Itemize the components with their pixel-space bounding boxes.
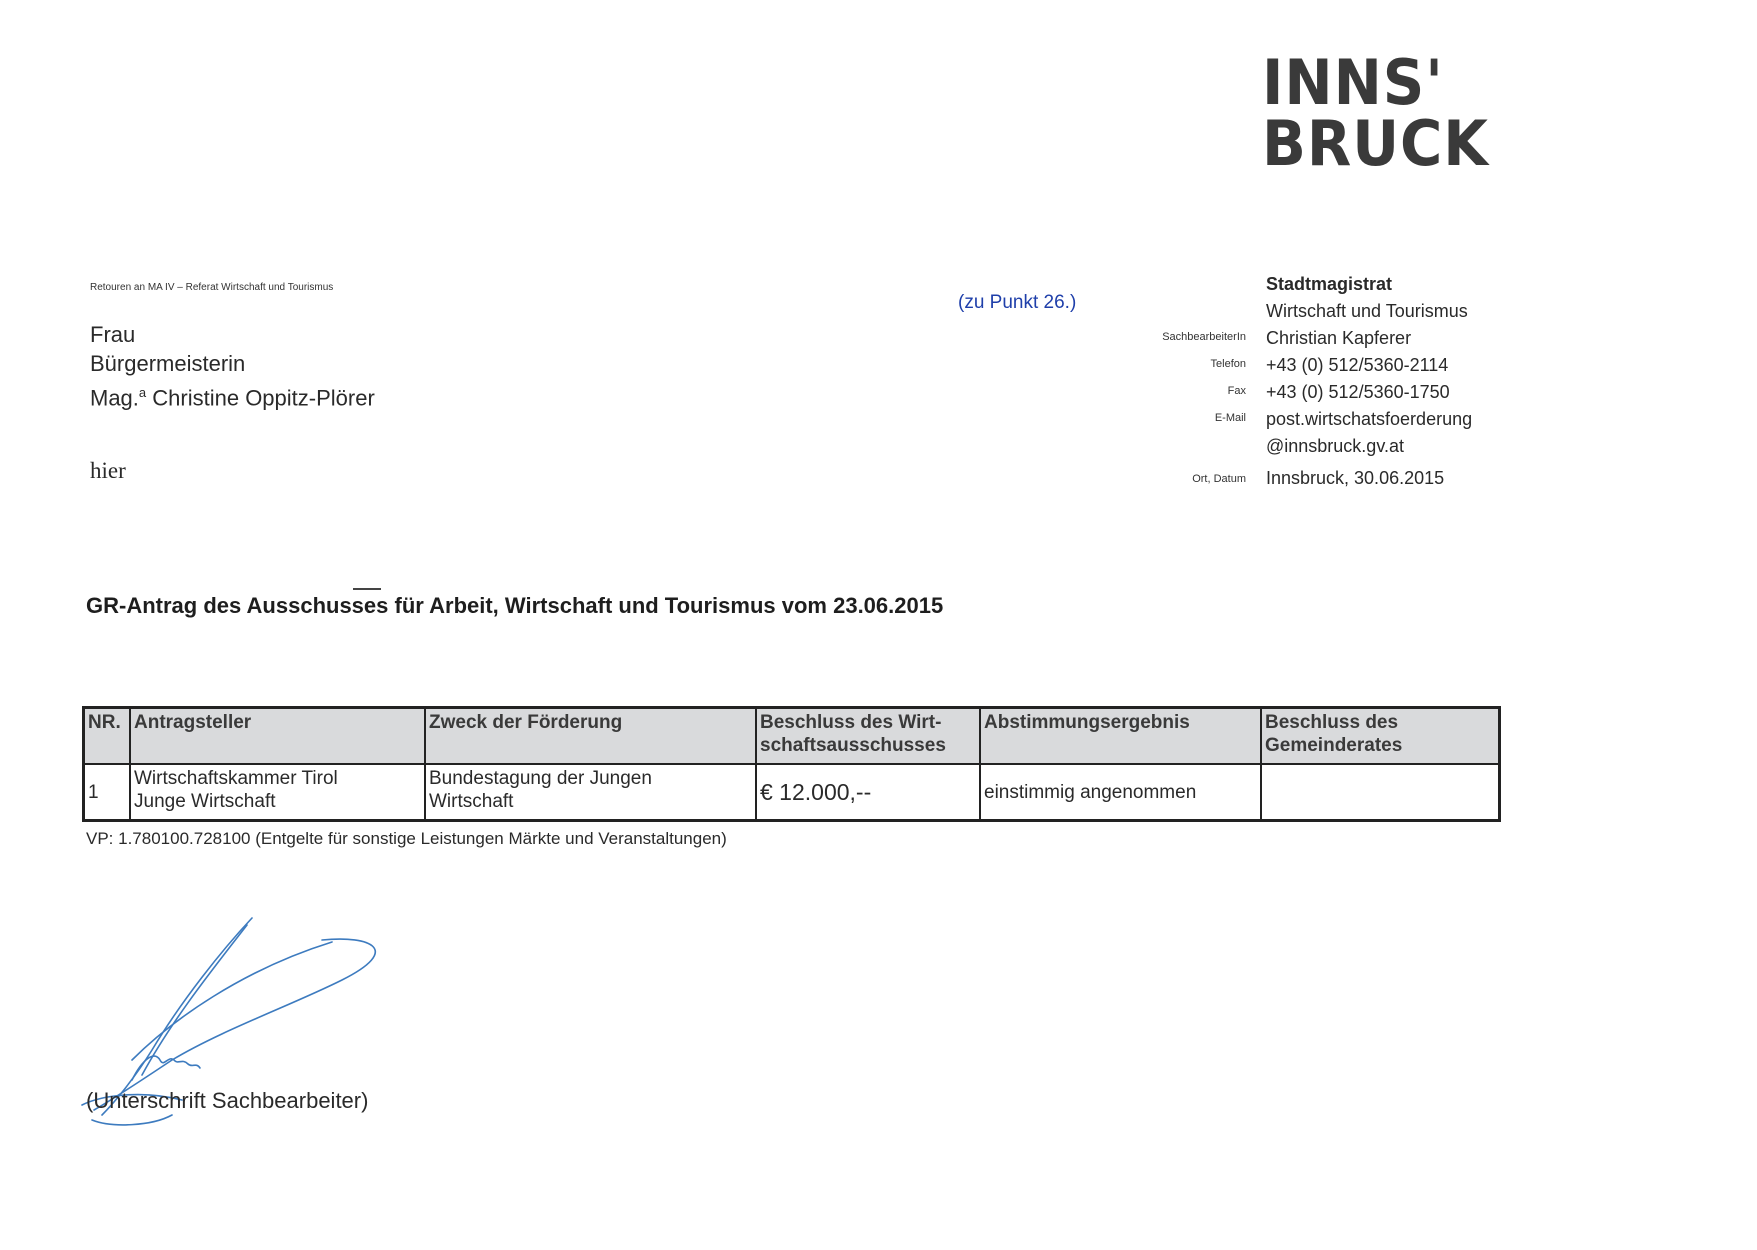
header-decision-council (1261, 708, 1500, 765)
budget-position-line: VP: 1.780100.728100 (Entgelte für sonstige Leistungen Märkte und Veranstaltungen) (86, 829, 727, 848)
header-decision-council-line-2: Gemeinderates (1265, 735, 1403, 756)
sender-office: Stadtmagistrat (1266, 274, 1393, 294)
cell-purpose-line-2: Wirtschaft (429, 791, 514, 812)
place-date-label: Ort, Datum (1192, 473, 1246, 485)
sender-email-line-2: @innsbruck.gv.at (1266, 436, 1404, 456)
header-purpose: Zweck der Förderung (425, 708, 756, 765)
fax-label: Fax (1227, 385, 1246, 397)
header-decision-committee (756, 708, 980, 765)
header-decision-committee-line-1: Beschluss des Wirt- (760, 712, 942, 733)
recipient-name-sup: a (138, 385, 147, 400)
signature-caption: (Unterschrift Sachbearbeiter) (86, 1088, 369, 1113)
recipient-location: hier (90, 458, 126, 483)
recipient-name-text: Christine Oppitz-Plörer (146, 385, 375, 411)
recipient-name-prefix: Mag. (90, 385, 139, 411)
agenda-point: (zu Punkt 26.) (958, 292, 1077, 313)
return-address: Retouren an MA IV – Referat Wirtschaft und Tourismus (90, 282, 334, 293)
sender-place-date: Innsbruck, 30.06.2015 (1266, 468, 1445, 488)
document-title: GR-Antrag des Ausschusses für Arbeit, Wirtschaft und Tourismus vom 23.06.2015 (86, 593, 944, 618)
recipient-name (90, 378, 375, 412)
phone-label: Telefon (1210, 358, 1246, 370)
cell-purpose (425, 764, 756, 821)
logo-line-1: INNS' (1262, 46, 1444, 119)
sender-phone: +43 (0) 512/5360-2114 (1266, 355, 1449, 375)
sender-email-line-1: post.wirtschatsfoerderung (1266, 409, 1473, 429)
table-row (84, 764, 1500, 821)
cell-applicant-line-2: Junge Wirtschaft (134, 791, 276, 812)
grant-table (82, 706, 1501, 822)
header-nr: NR. (84, 708, 131, 765)
cell-purpose-line-1: Bundestagung der Jungen (429, 768, 652, 789)
recipient-role: Bürgermeisterin (90, 351, 246, 376)
email-label: E-Mail (1214, 412, 1246, 424)
clerk-label: SachbearbeiterIn (1162, 331, 1246, 343)
cell-vote-result: einstimmig angenommen (980, 764, 1261, 821)
recipient-salutation: Frau (90, 322, 136, 347)
recipient-block (90, 320, 375, 412)
logo-line-2: BRUCK (1262, 107, 1489, 180)
cell-nr: 1 (84, 764, 131, 821)
table-header-row (84, 708, 1500, 765)
sender-fax: +43 (0) 512/5360-1750 (1266, 382, 1450, 402)
sender-clerk: Christian Kapferer (1266, 328, 1412, 348)
innsbruck-logo (1262, 46, 1489, 180)
header-vote-result: Abstimmungsergebnis (980, 708, 1261, 765)
cell-applicant (130, 764, 425, 821)
header-applicant: Antragsteller (130, 708, 425, 765)
sender-department: Wirtschaft und Tourismus (1266, 301, 1468, 321)
cell-decision-council (1261, 764, 1500, 821)
title-dash-mark (353, 588, 381, 590)
cell-applicant-line-1: Wirtschaftskammer Tirol (134, 768, 338, 789)
header-decision-council-line-1: Beschluss des (1265, 712, 1399, 733)
cell-decision-committee: € 12.000,-- (756, 764, 980, 821)
header-decision-committee-line-2: schaftsausschusses (760, 735, 946, 756)
